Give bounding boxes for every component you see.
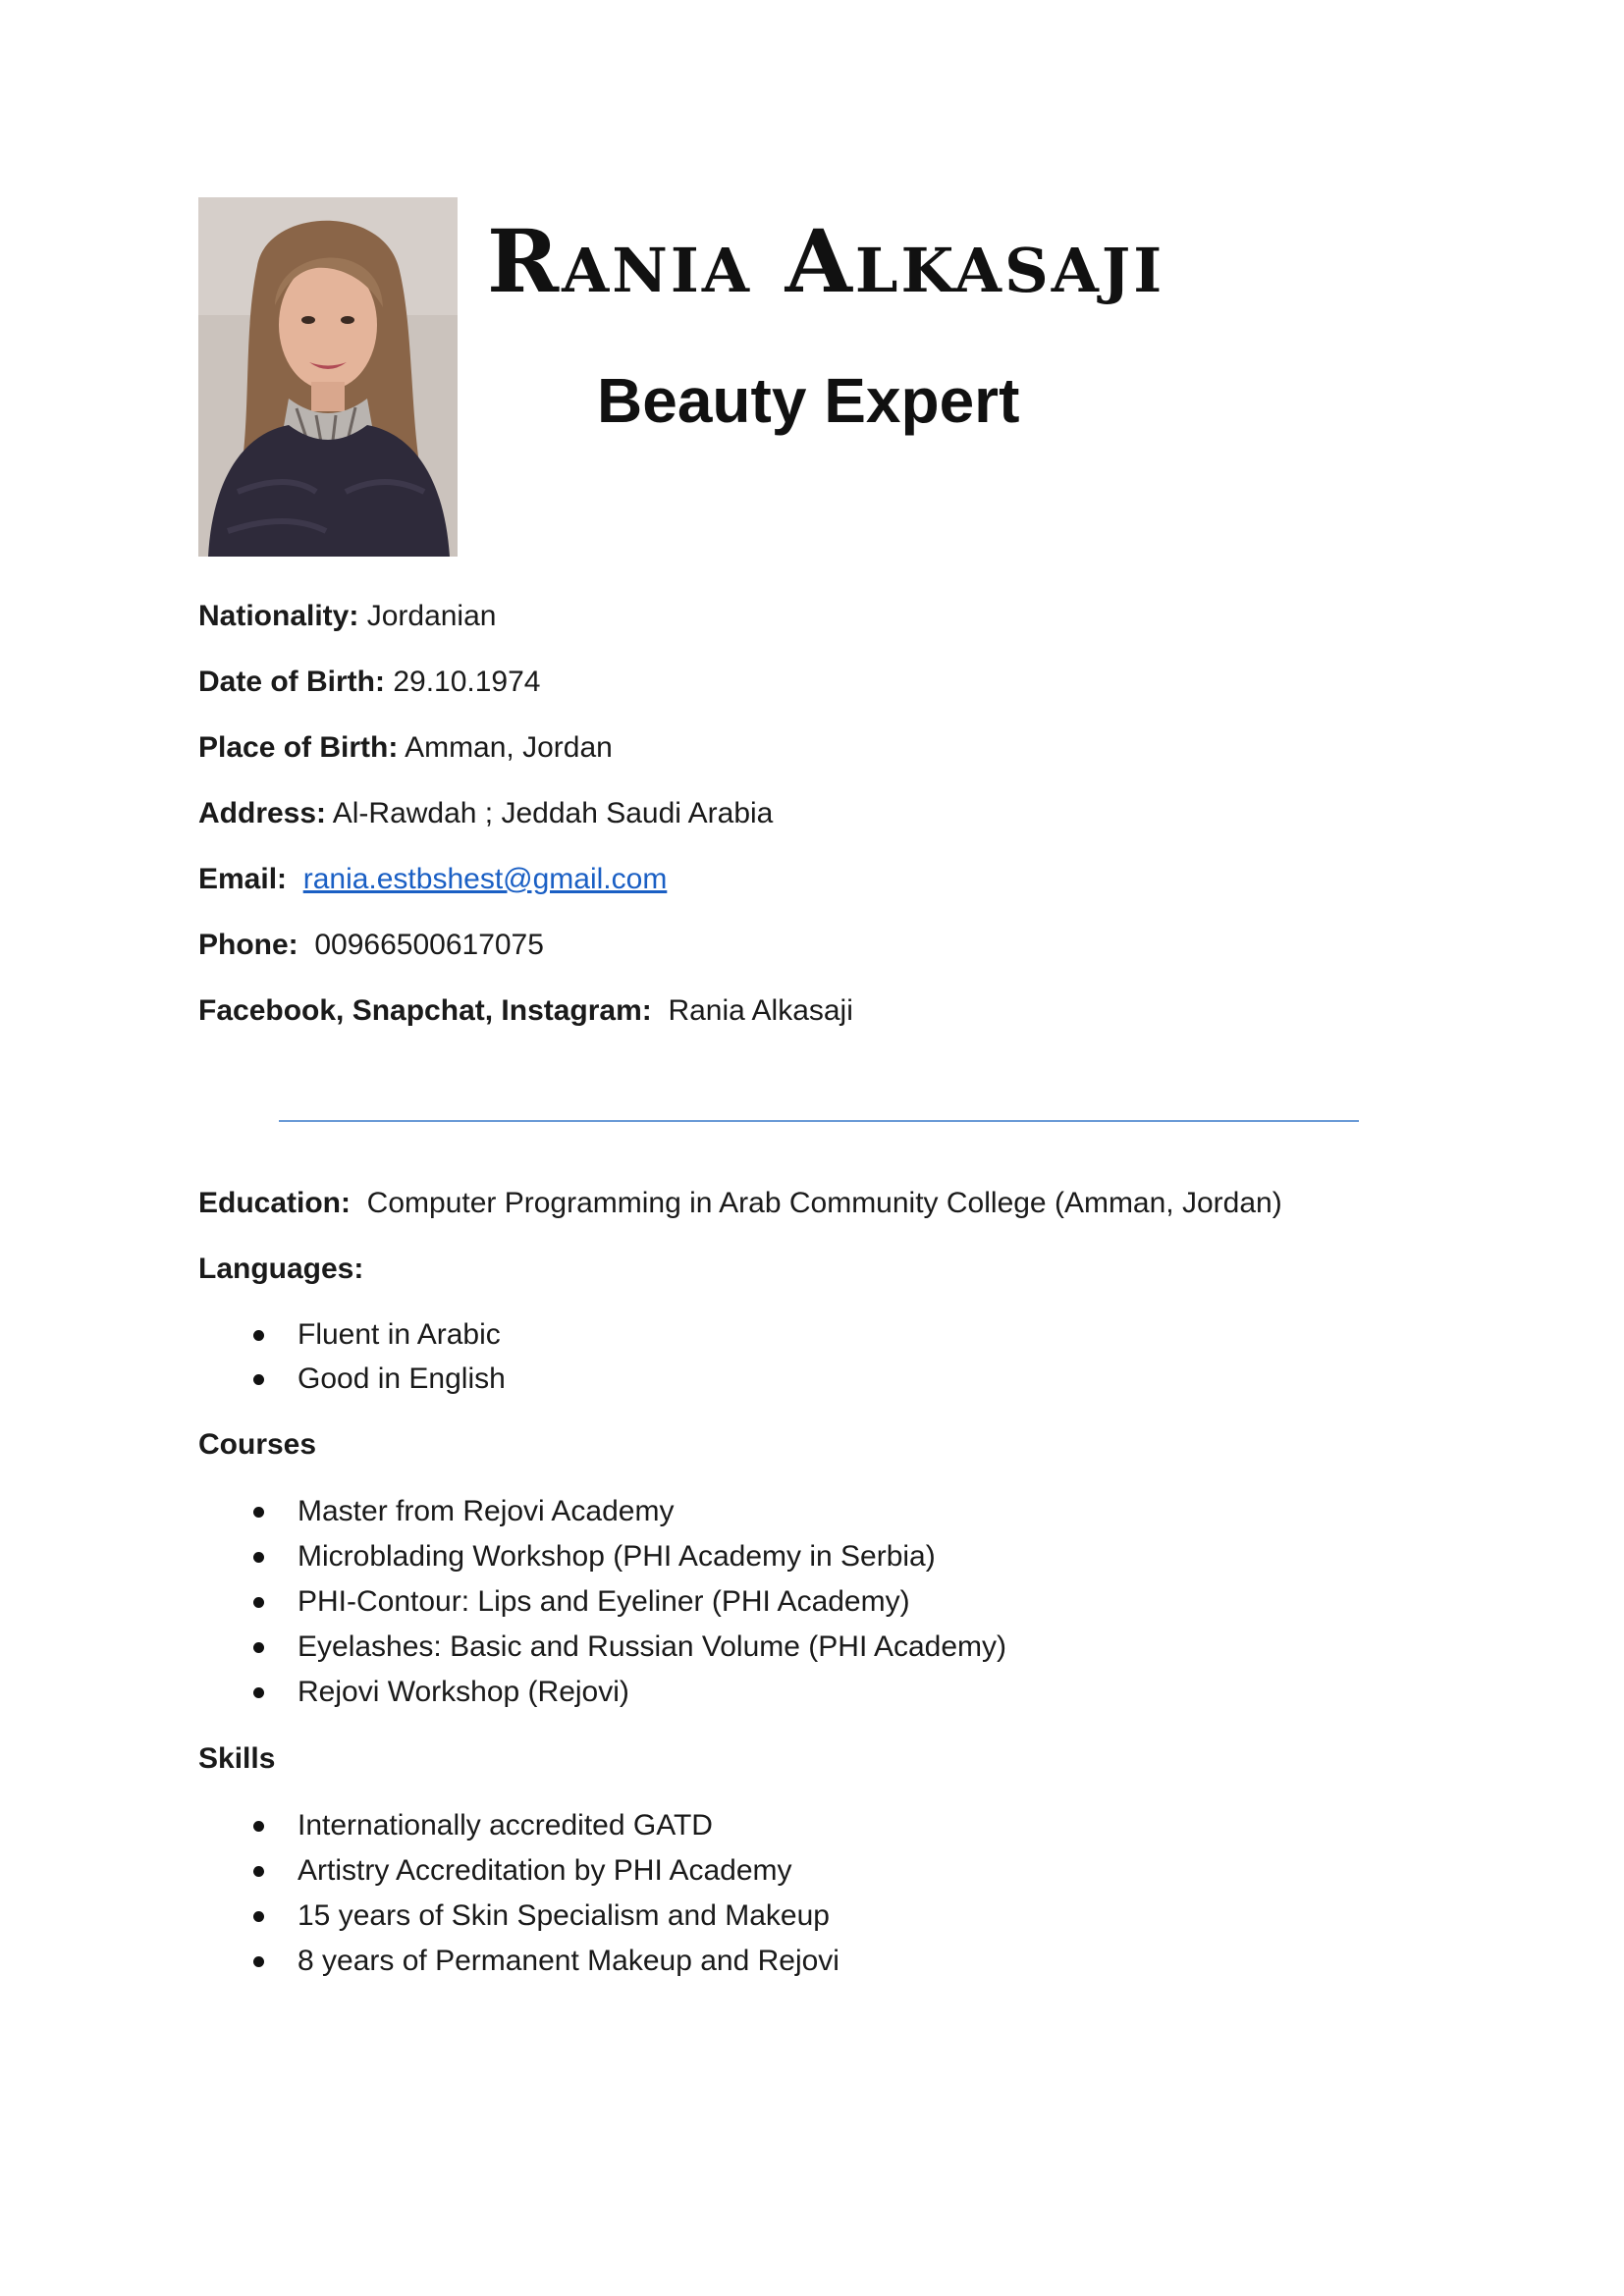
list-item: Good in English	[0, 1364, 1375, 1409]
pob-label: Place of Birth:	[198, 731, 399, 764]
list-item: Internationally accredited GATD	[0, 1811, 1375, 1856]
list-item: Fluent in Arabic	[0, 1320, 1375, 1364]
address-row	[198, 799, 773, 828]
address-value: Al-Rawdah ; Jeddah Saudi Arabia	[332, 797, 774, 829]
bullet-icon	[253, 1687, 264, 1698]
social-label: Facebook, Snapchat, Instagram:	[198, 994, 652, 1027]
list-item: 15 years of Skin Specialism and Makeup	[0, 1901, 1375, 1947]
list-item: Eyelashes: Basic and Russian Volume (PHI Academy)	[0, 1632, 1375, 1678]
bullet-icon	[253, 1507, 264, 1518]
skills-heading: Skills	[198, 1742, 276, 1775]
nationality-label: Nationality:	[198, 600, 359, 632]
list-item: Microblading Workshop (PHI Academy in Serbia)	[0, 1542, 1375, 1587]
pob-row	[198, 733, 613, 763]
bullet-icon	[253, 1552, 264, 1563]
bullet-icon	[253, 1330, 264, 1341]
bullet-icon	[253, 1374, 264, 1385]
education-label: Education:	[198, 1187, 351, 1219]
dob-value: 29.10.1974	[393, 666, 541, 698]
bullet-icon	[253, 1821, 264, 1832]
courses-list	[0, 1497, 1375, 1723]
email-link[interactable]: rania.estbshest@gmail.com	[302, 863, 668, 895]
list-item: 8 years of Permanent Makeup and Rejovi	[0, 1947, 1375, 1992]
languages-heading: Languages:	[198, 1253, 364, 1285]
phone-label: Phone:	[198, 929, 298, 961]
education-value: Computer Programming in Arab Community College (Amman, Jordan)	[366, 1187, 1282, 1219]
phone-value: 00966500617075	[314, 929, 544, 961]
bullet-icon	[253, 1911, 264, 1922]
profile-photo	[198, 197, 458, 557]
email-label: Email:	[198, 863, 288, 895]
pob-value: Amman, Jordan	[405, 731, 613, 764]
address-label: Address:	[198, 797, 327, 829]
candidate-name: Rania Alkasaji	[487, 210, 1165, 312]
courses-heading: Courses	[198, 1428, 317, 1461]
list-item: Master from Rejovi Academy	[0, 1497, 1375, 1542]
social-row	[198, 996, 853, 1026]
phone-row	[198, 931, 544, 960]
bullet-icon	[253, 1642, 264, 1653]
nationality-value: Jordanian	[366, 600, 497, 632]
social-value: Rania Alkasaji	[668, 994, 853, 1027]
list-item: Rejovi Workshop (Rejovi)	[0, 1678, 1375, 1723]
bullet-icon	[253, 1956, 264, 1967]
list-item: PHI-Contour: Lips and Eyeliner (PHI Academy)	[0, 1587, 1375, 1632]
bullet-icon	[253, 1866, 264, 1877]
nationality-row	[198, 602, 496, 631]
education-row	[198, 1189, 1282, 1218]
section-divider	[279, 1120, 1359, 1122]
list-item: Artistry Accreditation by PHI Academy	[0, 1856, 1375, 1901]
languages-list	[0, 1320, 1375, 1409]
job-title: Beauty Expert	[597, 365, 1020, 436]
dob-row	[198, 667, 541, 697]
skills-list	[0, 1811, 1375, 1992]
email-row	[198, 865, 667, 894]
bullet-icon	[253, 1597, 264, 1608]
dob-label: Date of Birth:	[198, 666, 385, 698]
